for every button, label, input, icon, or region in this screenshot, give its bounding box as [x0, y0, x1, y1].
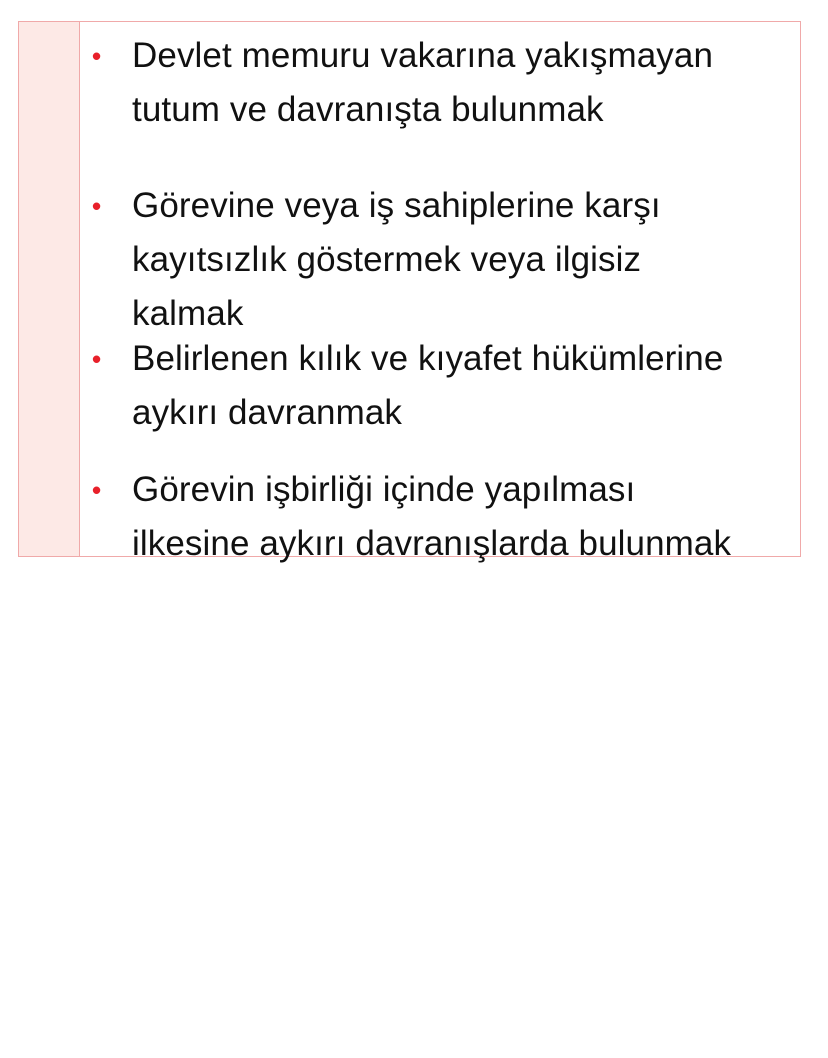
text-line: aykırı davranmak: [132, 393, 403, 432]
text-line: tutum ve davranışta bulunmak: [132, 90, 604, 129]
text-line: kalmak: [132, 294, 244, 333]
list-item-text: [132, 29, 792, 137]
list-item-text: [132, 179, 792, 341]
text-line: Devlet memuru vakarına yakışmayan: [132, 36, 714, 75]
text-line: ilkesine aykırı davranışlarda bulunmak: [132, 524, 732, 563]
side-shaded-cell: [19, 22, 80, 556]
content-table: [18, 21, 801, 563]
list-item-text: [132, 332, 792, 440]
text-line: Görevin işbirliği içinde yapılması: [132, 470, 636, 509]
content-cell: [80, 22, 800, 563]
text-line: Görevine veya iş sahiplerine karşı: [132, 186, 661, 225]
list-item-text: [132, 463, 792, 571]
bullet-icon: •: [92, 475, 102, 505]
bullet-icon: •: [92, 191, 102, 221]
text-line: kayıtsızlık göstermek veya ilgisiz: [132, 240, 642, 279]
bullet-icon: •: [92, 344, 102, 374]
text-line: Belirlenen kılık ve kıyafet hükümlerine: [132, 339, 724, 378]
bullet-icon: •: [92, 41, 102, 71]
